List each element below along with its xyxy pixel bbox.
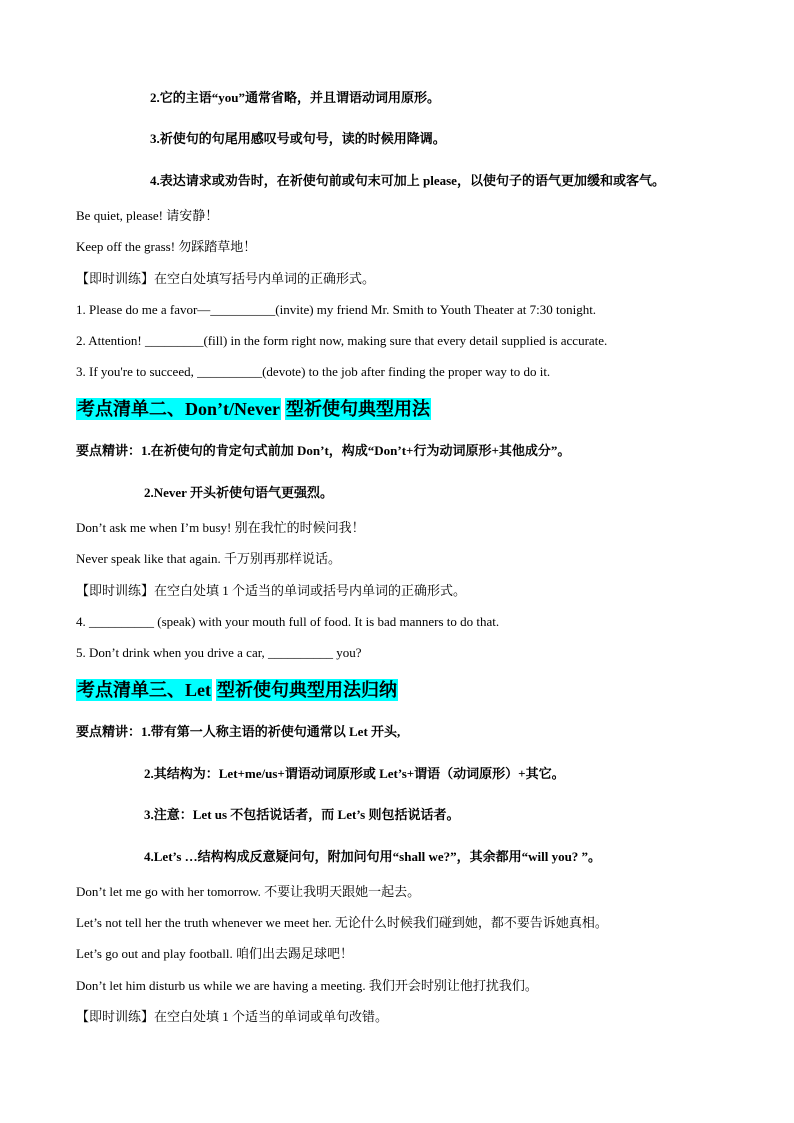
line-16: 5. Don’t drink when you drive a car, __________ you? [76,645,362,660]
line-17: 要点精讲：1.带有第一人称主语的祈使句通常以 Let 开头, [76,724,401,739]
line-24: Don’t let him disturb us while we are having a meeting. 我们开会时别让他打扰我们。 [76,978,538,993]
heading-2-part1: 考点清单二、Don’t/Never [77,399,280,419]
line-5: Keep off the grass! 勿踩踏草地！ [76,239,257,254]
line-9: 3. If you're to succeed, __________(devote) to the job after finding the proper way to do it. [76,364,551,379]
line-2: 3.祈使句的句尾用感叹号或句号，读的时候用降调。 [150,131,446,146]
line-20: 4.Let’s …结构构成反意疑问句，附加问句用“shall we?”，其余都用“will you? ”。 [144,849,602,864]
section-heading-3 [76,676,398,704]
line-1: 2.它的主语“you”通常省略，并且谓语动词用原形。 [150,90,440,105]
line-12: Don’t ask me when I’m busy! 别在我忙的时候问我！ [76,520,365,535]
line-23: Let’s go out and play football. 咱们出去踢足球吧！ [76,946,353,961]
line-13: Never speak like that again. 千万别再那样说话。 [76,551,341,566]
section-heading-2 [76,395,431,423]
line-15: 4. __________ (speak) with your mouth full of food. It is bad manners to do that. [76,614,500,629]
heading-3-part1: 考点清单三、Let [77,680,211,700]
line-14: 【即时训练】在空白处填 1 个适当的单词或括号内单词的正确形式。 [76,583,467,598]
line-19: 3.注意：Let us 不包括说话者，而 Let’s 则包括说话者。 [144,807,460,822]
line-8: 2. Attention! _________(fill) in the form right now, making sure that every detail supplied is accurate. [76,333,608,348]
line-7: 1. Please do me a favor—__________(invite) my friend Mr. Smith to Youth Theater at 7:30 tonight. [76,302,597,317]
line-21: Don’t let me go with her tomorrow. 不要让我明天跟她一起去。 [76,884,421,899]
line-11: 2.Never 开头祈使句语气更强烈。 [144,485,333,500]
line-22: Let’s not tell her the truth whenever we meet her. 无论什么时候我们碰到她，都不要告诉她真相。 [76,915,608,930]
heading-3-part2: 型祈使句典型用法归纳 [217,680,397,700]
line-18: 2.其结构为：Let+me/us+谓语动词原形或 Let’s+谓语（动词原形）+其它。 [144,766,565,781]
line-6: 【即时训练】在空白处填写括号内单词的正确形式。 [76,271,376,286]
line-25: 【即时训练】在空白处填 1 个适当的单词或单句改错。 [76,1009,389,1024]
line-4: Be quiet, please! 请安静！ [76,208,219,223]
heading-2-part2: 型祈使句典型用法 [285,399,430,419]
line-10: 要点精讲：1.在祈使句的肯定句式前加 Don’t，构成“Don’t+行为动词原形+其他成分”。 [76,443,571,458]
line-3: 4.表达请求或劝告时，在祈使句前或句末可加上 please，以使句子的语气更加缓和或客气。 [150,173,665,188]
